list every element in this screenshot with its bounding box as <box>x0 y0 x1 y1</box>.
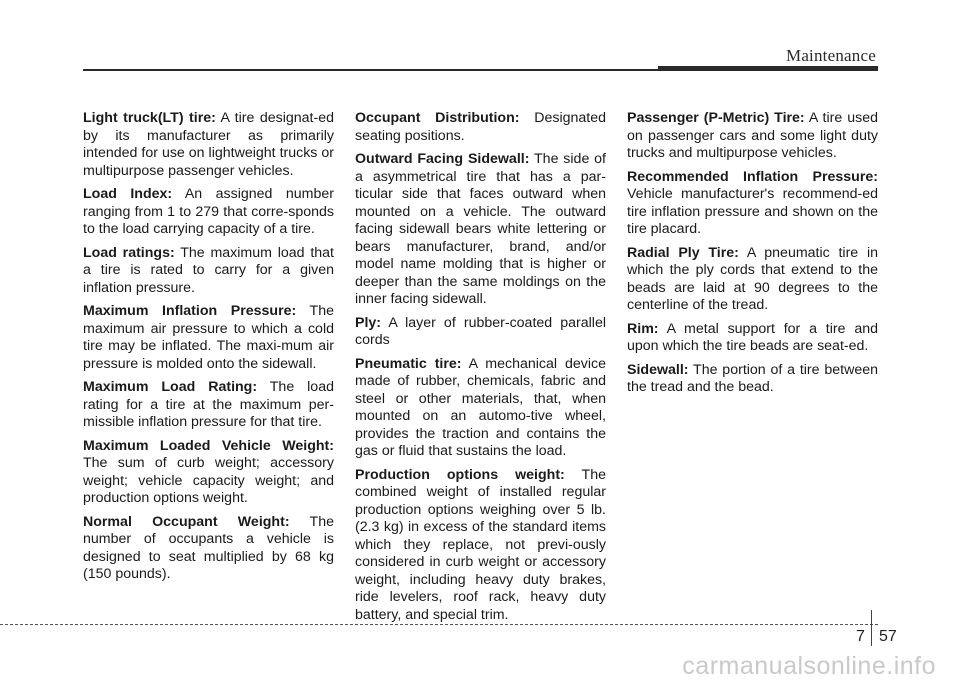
entry-text: The number of occupants a vehicle is designed to seat multiplied by 68 kg (150 pounds). <box>83 513 334 582</box>
glossary-entry <box>627 245 878 315</box>
entry-text: A tire used on passenger cars and some light duty trucks and multipurpose vehicles. <box>627 110 878 161</box>
glossary-entry <box>355 356 606 461</box>
glossary-entry <box>627 362 878 397</box>
entry-text: A pneumatic tire in which the ply cords that extend to the beads are laid at 90 degrees to the centerline of the tread. <box>627 244 878 313</box>
entry-term: Light truck(LT) tire: <box>83 110 216 126</box>
entry-term: Ply: <box>355 314 382 331</box>
glossary-entry <box>83 110 334 180</box>
entry-term: Recommended Inflation Pressure: <box>627 168 878 185</box>
glossary-entry <box>83 245 334 298</box>
watermark: carmanualsonline.info <box>682 652 936 680</box>
page-number-separator <box>871 610 872 646</box>
chapter-number: 7 <box>856 628 865 645</box>
entry-text: A metal support for a tire and upon which the tire beads are seat-ed. <box>627 320 878 354</box>
entry-term: Radial Ply Tire: <box>627 244 739 261</box>
glossary-columns <box>83 110 878 623</box>
entry-text: Designated seating positions. <box>355 110 606 144</box>
glossary-column-2 <box>355 110 606 630</box>
page-number: 57 <box>879 628 897 645</box>
entry-text: A tire designat-ed by its manufacturer as primarily intended for use on lightweight trucks or multipurpose passenger vehicles. <box>83 110 334 179</box>
entry-term: Load ratings: <box>83 244 175 261</box>
glossary-entry <box>355 151 606 309</box>
glossary-column-1 <box>83 110 334 590</box>
entry-term: Normal Occupant Weight: <box>83 513 290 530</box>
entry-text: The portion of a tire between the tread and the bead. <box>627 361 878 395</box>
entry-term: Pneumatic tire: <box>355 355 462 372</box>
entry-text: The maximum air pressure to which a cold tire may be inflated. The maxi-mum air pressure is molded onto the sidewall. <box>83 303 334 372</box>
entry-term: Maximum Load Rating: <box>83 379 258 395</box>
glossary-entry <box>83 186 334 239</box>
entry-term: Passenger (P-Metric) Tire: <box>627 110 805 126</box>
entry-term: Load Index: <box>83 186 173 202</box>
entry-text: The sum of curb weight; accessory weight; vehicle capacity weight; and production options weight. <box>83 455 334 506</box>
entry-text: The side of a asymmetrical tire that has a par-ticular side that faces outward when mounted on a vehicle. The outward facing sidewall bears white lettering or bears manufacturer, brand, and/or model name molding that is higher or deeper than the same moldings on the inner facing sidewall. <box>355 151 607 307</box>
entry-term: Outward Facing Sidewall: <box>355 151 530 167</box>
entry-text: The combined weight of installed regular production options weighing over 5 lb.(2.3 kg) in excess of the standard items which they replace, not previ-ously considered in curb weight or accessory weight, including heavy duty brakes, ride levelers, roof rack, heavy duty battery, and special trim. <box>355 466 606 623</box>
entry-text: Vehicle manufacturer's recommend-ed tire inflation pressure and shown on the tire placard. <box>627 186 878 237</box>
entry-text: An assigned number ranging from 1 to 279 that corre-sponds to the load carrying capacity of a tire. <box>83 186 334 237</box>
footer-rule <box>0 624 878 625</box>
section-title: Maintenance <box>786 46 876 65</box>
entry-term: Production options weight: <box>355 466 565 483</box>
glossary-column-3 <box>627 110 878 403</box>
entry-term: Sidewall: <box>627 361 689 378</box>
glossary-entry <box>83 379 334 432</box>
entry-term: Occupant Distribution: <box>355 110 520 126</box>
glossary-entry <box>627 169 878 239</box>
glossary-entry <box>83 303 334 373</box>
entry-term: Maximum Loaded Vehicle Weight: <box>83 437 334 454</box>
entry-term: Rim: <box>627 320 659 337</box>
glossary-entry <box>627 321 878 356</box>
glossary-entry <box>627 110 878 163</box>
glossary-entry <box>355 315 606 350</box>
glossary-entry <box>355 467 606 625</box>
entry-text: A mechanical device made of rubber, chemicals, fabric and steel or other materials, that, when mounted on an automo-tive wheel, provides the traction and contains the gas or fluid that sustains the load. <box>355 355 606 459</box>
entry-term: Maximum Inflation Pressure: <box>83 303 297 319</box>
glossary-entry <box>83 438 334 508</box>
glossary-entry <box>83 514 334 584</box>
header-rule-accent <box>658 66 878 71</box>
entry-text: The load rating for a tire at the maximum per-missible inflation pressure for that tire. <box>83 379 334 430</box>
entry-text: The maximum load that a tire is rated to carry for a given inflation pressure. <box>83 244 334 296</box>
glossary-entry <box>355 110 606 145</box>
entry-text: A layer of rubber-coated parallel cords <box>355 314 606 348</box>
